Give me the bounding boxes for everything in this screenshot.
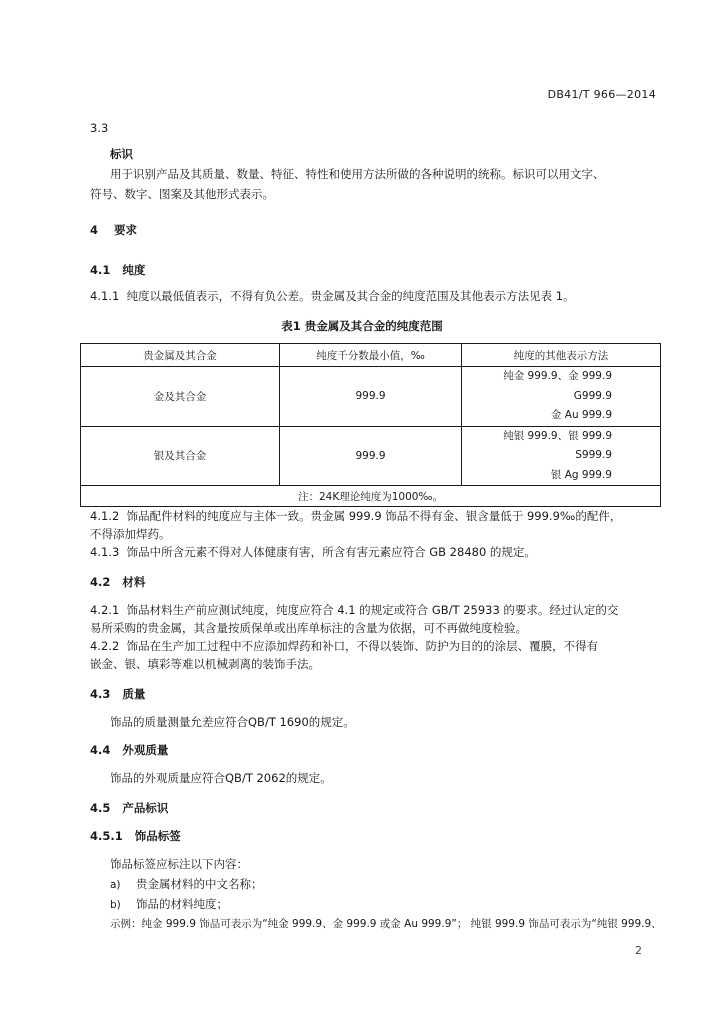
section-title: 质量 [122, 687, 146, 701]
clause-text: 饰品材料生产前应测试纯度，纯度应符合 4.1 的规定或符合 GB/T 25933 的要求。经过认定的交 [126, 603, 619, 617]
clause-text: 饰品在生产加工过程中不应添加焊药和补口，不得以装饰、防护为目的的涂层、覆膜，不得有 [126, 639, 599, 653]
notation-line: 纯银 999.9、银 999.9 [503, 429, 612, 442]
section-4-4-heading [90, 742, 168, 758]
clause-text: 饰品配件材料的纯度应与主体一致。贵金属 999.9 饰品不得有金、银含量低于 999.9‰的配件， [126, 509, 622, 523]
section-title: 外观质量 [122, 743, 169, 757]
section-number: 4.5 [90, 801, 111, 815]
section-4-3-text: 饰品的质量测量允差应符合QB/T 1690的规定。 [110, 715, 355, 729]
notation-line: G999.9 [573, 389, 612, 402]
clause-text: 纯度以最低值表示，不得有负公差。贵金属及其合金的纯度范围及其他表示方法见表 1。 [126, 289, 575, 303]
example-text: 示例：纯金 999.9 饰品可表示为“纯金 999.9、金 999.9 或金 Au 999.9”； 纯银 999.9 饰品可表示为“纯银 999.9、 [110, 918, 662, 930]
clause-4-1-1 [90, 288, 575, 304]
metal-name-cell: 银及其合金 [81, 426, 280, 486]
section-number: 4 [90, 223, 99, 237]
section-number: 4.2 [90, 575, 111, 589]
section-4-5-heading [90, 800, 168, 816]
definition-line-1: 用于识别产品及其质量、数量、特征、特性和使用方法所做的各种说明的统称。标识可以用文字、 [110, 167, 605, 181]
section-number: 4.3 [90, 687, 111, 701]
clause-number: 4.1.1 [90, 289, 120, 303]
section-4-1-heading [90, 262, 145, 278]
section-title: 饰品标签 [134, 829, 181, 843]
standard-code: DB41/T 966—2014 [547, 88, 656, 101]
min-purity-cell: 999.9 [280, 426, 462, 486]
clause-number: 4.1.3 [90, 545, 120, 559]
clause-number-3-3: 3.3 [90, 121, 109, 135]
clause-text: 饰品中所含元素不得对人体健康有害，所含有害元素应符合 GB 28480 的规定。 [126, 545, 536, 559]
clause-4-2-1-line-1 [90, 602, 618, 618]
list-marker: a) [110, 879, 121, 891]
notation-line: 银 Ag 999.9 [550, 468, 612, 481]
clause-number: 4.2.2 [90, 639, 120, 653]
table-header-cell: 贵金属及其合金 [81, 344, 280, 367]
list-item-text: 饰品的材料纯度； [136, 897, 228, 911]
other-notation-cell [462, 426, 661, 486]
section-title: 要求 [114, 223, 138, 237]
section-4-4-text: 饰品的外观质量应符合QB/T 2062的规定。 [110, 771, 332, 785]
notation-line: 金 Au 999.9 [550, 409, 612, 421]
section-4-2-heading [90, 574, 145, 590]
purity-table [80, 343, 661, 507]
section-number: 4.5.1 [90, 829, 123, 843]
list-item [110, 876, 263, 893]
other-notation-cell [462, 367, 661, 427]
table-row [81, 426, 661, 486]
table-header-cell: 纯度千分数最小值，‰ [280, 344, 462, 367]
table-header-cell: 纯度的其他表示方法 [462, 344, 661, 367]
section-4-5-1-heading [90, 828, 181, 844]
notation-line: S999.9 [575, 449, 612, 461]
clause-number: 4.1.2 [90, 509, 120, 523]
clause-number: 4.2.1 [90, 603, 120, 617]
label-intro: 饰品标签应标注以下内容： [110, 857, 248, 871]
table-note: 注：24K理论纯度为1000‰。 [81, 486, 661, 507]
clause-4-2-2-line-2: 嵌金、银、填彩等难以机械剥离的装饰手法。 [90, 657, 320, 671]
list-item-text: 贵金属材料的中文名称； [136, 877, 263, 891]
section-4-3-heading [90, 686, 145, 702]
table-row [81, 367, 661, 427]
table-caption: 表1 贵金属及其合金的纯度范围 [281, 319, 443, 333]
definition-line-2: 符号、数字、图案及其他形式表示。 [90, 187, 274, 201]
section-number: 4.1 [90, 263, 111, 277]
section-title: 纯度 [122, 263, 146, 277]
section-4-heading [90, 222, 137, 238]
clause-4-2-1-line-2: 易所采购的贵金属，其含量按质保单或出库单标注的含量为依据，可不再做纯度检验。 [90, 621, 527, 635]
list-marker: b) [110, 899, 121, 911]
clause-4-1-2-line-2: 不得添加焊药。 [90, 527, 171, 541]
list-item [110, 896, 228, 913]
section-title: 产品标识 [122, 801, 169, 815]
clause-4-1-3 [90, 544, 536, 560]
clause-4-1-2-line-1 [90, 508, 621, 524]
notation-line: 纯金 999.9、金 999.9 [503, 370, 612, 382]
clause-4-2-2-line-1 [90, 638, 598, 654]
section-number: 4.4 [90, 743, 111, 757]
metal-name-cell: 金及其合金 [81, 367, 280, 427]
section-title: 材料 [122, 575, 146, 589]
term-heading: 标识 [110, 147, 133, 161]
min-purity-cell: 999.9 [280, 367, 462, 427]
page-number: 2 [635, 944, 642, 957]
